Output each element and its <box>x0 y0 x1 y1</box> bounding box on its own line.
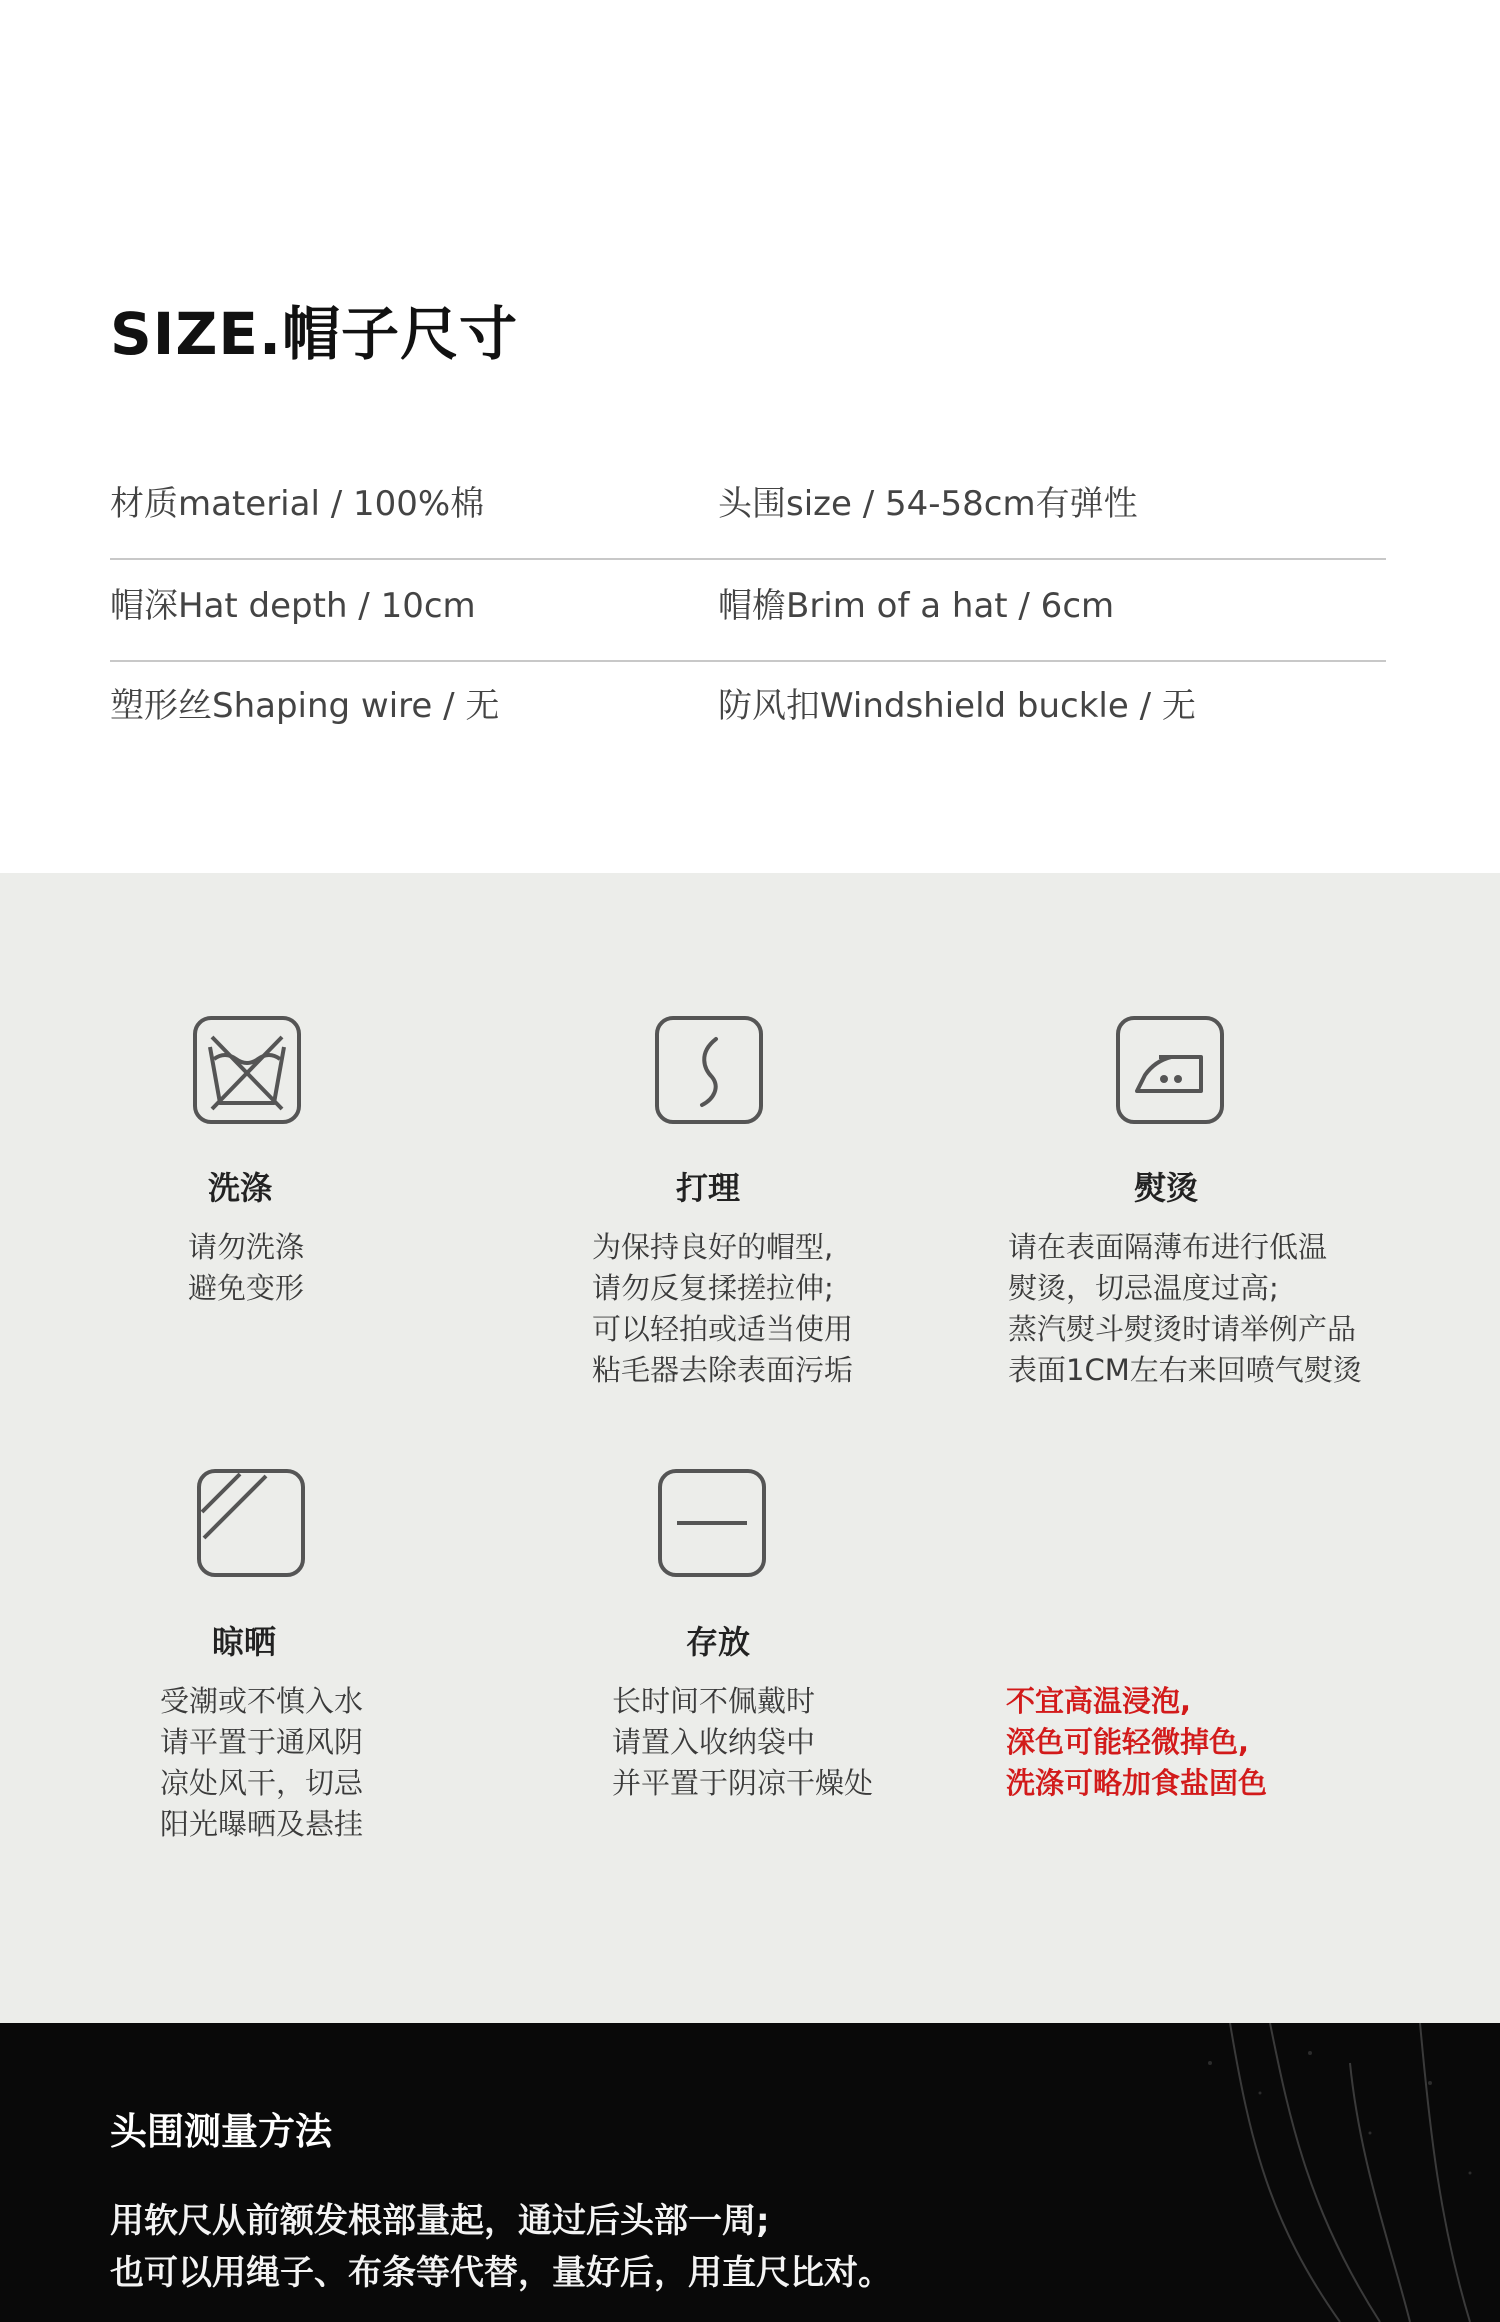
care-title-ironing: 熨烫 <box>1134 1169 1199 1207</box>
measure-instruction: 用软尺从前额发根部量起，通过后头部一周; <box>110 2201 770 2241</box>
care-line: 请置入收纳袋中 <box>612 1725 816 1759</box>
care-line: 凉处风干，切忌 <box>160 1766 364 1800</box>
care-title-drying: 晾晒 <box>212 1623 277 1661</box>
care-line: 蒸汽熨斗熨烫时请举例产品 <box>1008 1312 1357 1346</box>
spec-shaping-wire: 塑形丝Shaping wire / 无 <box>110 686 500 726</box>
warning-line: 洗涤可略加食盐固色 <box>1006 1766 1268 1800</box>
care-line: 熨烫，切忌温度过高; <box>1008 1271 1279 1305</box>
care-section <box>0 873 1500 2023</box>
spec-row <box>110 660 1386 760</box>
care-line: 阳光曝晒及悬挂 <box>160 1807 364 1841</box>
care-line: 可以轻拍或适当使用 <box>592 1312 854 1346</box>
head-measure-section <box>0 2023 1500 2322</box>
care-line: 请平置于通风阴 <box>160 1725 364 1759</box>
measure-instruction: 也可以用绳子、布条等代替，量好后，用直尺比对。 <box>110 2253 892 2293</box>
care-line: 为保持良好的帽型, <box>592 1230 834 1264</box>
spec-material: 材质material / 100%棉 <box>110 484 485 524</box>
spec-row <box>110 458 1386 560</box>
care-warning <box>1006 1681 1267 1804</box>
size-section <box>0 0 1500 873</box>
shade-dry-icon <box>196 1468 306 1578</box>
care-line: 并平置于阴凉干燥处 <box>612 1766 874 1800</box>
size-title: SIZE.帽子尺寸 <box>110 300 519 368</box>
care-line: 受潮或不慎入水 <box>160 1684 364 1718</box>
care-text-storage <box>612 1681 873 1804</box>
warning-line: 深色可能轻微掉色, <box>1006 1725 1250 1759</box>
iron-icon <box>1115 1015 1225 1125</box>
no-wash-icon <box>192 1015 302 1125</box>
warning-line: 不宜高温浸泡, <box>1006 1684 1192 1718</box>
decorative-strokes <box>1170 2023 1500 2322</box>
flat-storage-icon <box>657 1468 767 1578</box>
measure-title: 头围测量方法 <box>110 2110 332 2153</box>
care-title-handling: 打理 <box>676 1169 741 1207</box>
care-title-wash: 洗涤 <box>208 1169 273 1207</box>
spec-head-size: 头围size / 54-58cm有弹性 <box>718 484 1138 524</box>
handling-icon <box>654 1015 764 1125</box>
care-line: 长时间不佩戴时 <box>612 1684 816 1718</box>
care-line: 请勿反复揉搓拉伸; <box>592 1271 834 1305</box>
care-line: 粘毛器去除表面污垢 <box>592 1353 854 1387</box>
care-text-handling <box>592 1227 853 1391</box>
spec-row <box>110 560 1386 662</box>
spec-hat-depth: 帽深Hat depth / 10cm <box>110 586 476 626</box>
care-text-ironing <box>1008 1227 1362 1391</box>
spec-windshield-buckle: 防风扣Windshield buckle / 无 <box>718 686 1196 726</box>
spec-brim: 帽檐Brim of a hat / 6cm <box>718 586 1115 626</box>
care-line: 请在表面隔薄布进行低温 <box>1008 1230 1328 1264</box>
care-title-storage: 存放 <box>686 1623 751 1661</box>
care-line: 表面1CM左右来回喷气熨烫 <box>1008 1353 1362 1387</box>
care-line: 请勿洗涤 <box>188 1230 305 1264</box>
care-line: 避免变形 <box>188 1271 305 1305</box>
care-text-drying <box>160 1681 363 1845</box>
care-text-wash <box>188 1227 304 1309</box>
